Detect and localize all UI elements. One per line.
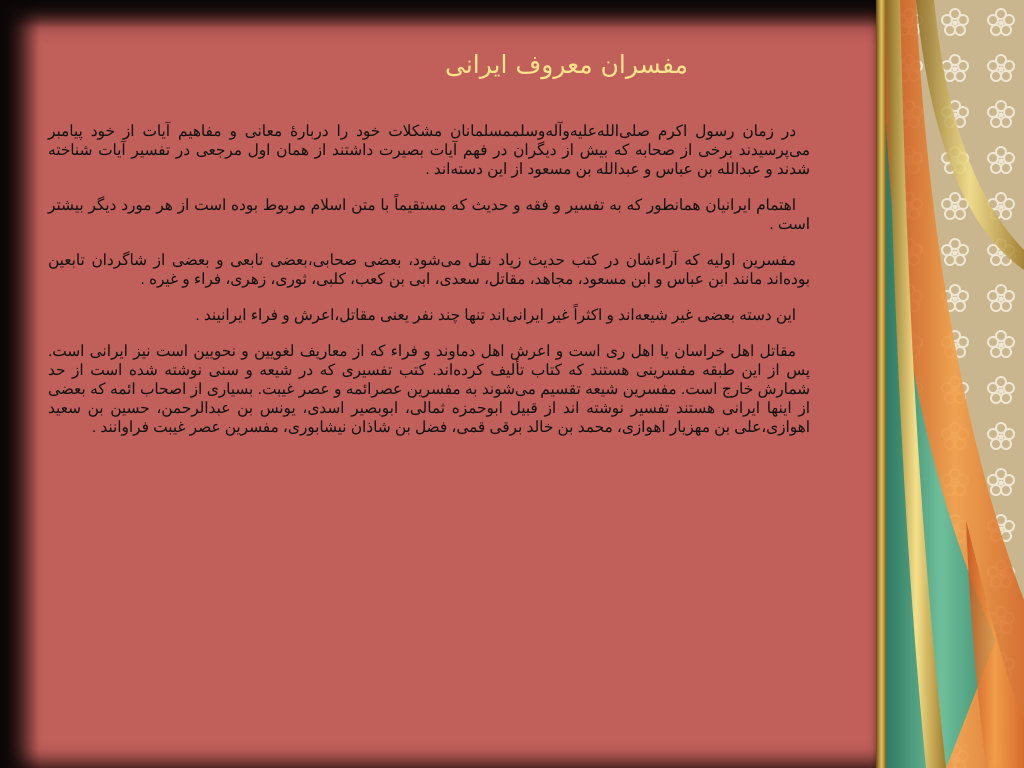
slide-body xyxy=(48,122,810,454)
paragraph-5: مقاتل اهل خراسان یا اهل ری است و اعرش اهل دماوند و فراء که از معاریف لغویین و نحویین است نیز ایرانی است. پس از این طبقه مفسرینی هستند که کتاب تألیف کرده‌اند. کتب تفسیری که در شیعه و سنی نوشته شده است از حد شمارش خارج است. مفسرین شیعه تقسیم می‌شوند به مفسرین عصرائمه و عصر غیبت. بسیاری از اصحاب ائمه که بعضی از اینها ایرانی هستند تفسیر نوشته اند از قبیل ابوحمزه ثمالی، ابوبصیر اسدی، یونس بن عبدالرحمن، حسین بن سعید اهوازی،علی بن مهزیار اهوازی، محمد بن خالد برقی قمی، فضل بن شاذان نیشابوری، مفسرین عصر غیبت فراوانند . xyxy=(48,343,810,436)
paragraph-3: مفسرین اولیه که آراءشان در کتب حدیث زیاد نقل می‌شود، بعضی صحابی،بعضی تابعی و بعضی از شاگردان تابعین بوده‌اند مانند ابن عباس و ابن مسعود، مجاهد، مقاتل، سعدی، ابی بن کعب، کلبی، ثوری، زهری، فراء و غیره . xyxy=(48,252,810,288)
slide-title: مفسران معروف ایرانی xyxy=(444,50,688,79)
decorative-side-pattern xyxy=(886,0,1024,768)
paragraph-2: اهتمام ایرانیان همانطور که به تفسیر و فقه و حدیث که مستقیماً با متن اسلام مربوط بوده است از هر مورد دیگر بیشتر است . xyxy=(48,197,810,233)
left-frame-shadow xyxy=(0,0,40,768)
paragraph-1: در زمان رسول اکرم صلی‌الله‌علیه‌وآله‌وسلممسلمانان مشکلات خود را دربارهٔ معانی و مفاهیم آیات از خود پیامبر می‌پرسیدند برخی از صحابه که بیش از دیگران در فهم آیات بصیرت داشتند از همان اول مرجعی در تفسیر آیات شناخته شدند و عبدالله بن عباس و عبدالله بن مسعود از این دسته‌اند . xyxy=(48,123,810,178)
top-frame-shadow xyxy=(0,0,883,28)
paragraph-4: این دسته بعضی غیر شیعه‌اند و اکثراً غیر ایرانی‌اند تنها چند نفر یعنی مقاتل،اعرش و فراء ایرانیند . xyxy=(195,307,796,324)
